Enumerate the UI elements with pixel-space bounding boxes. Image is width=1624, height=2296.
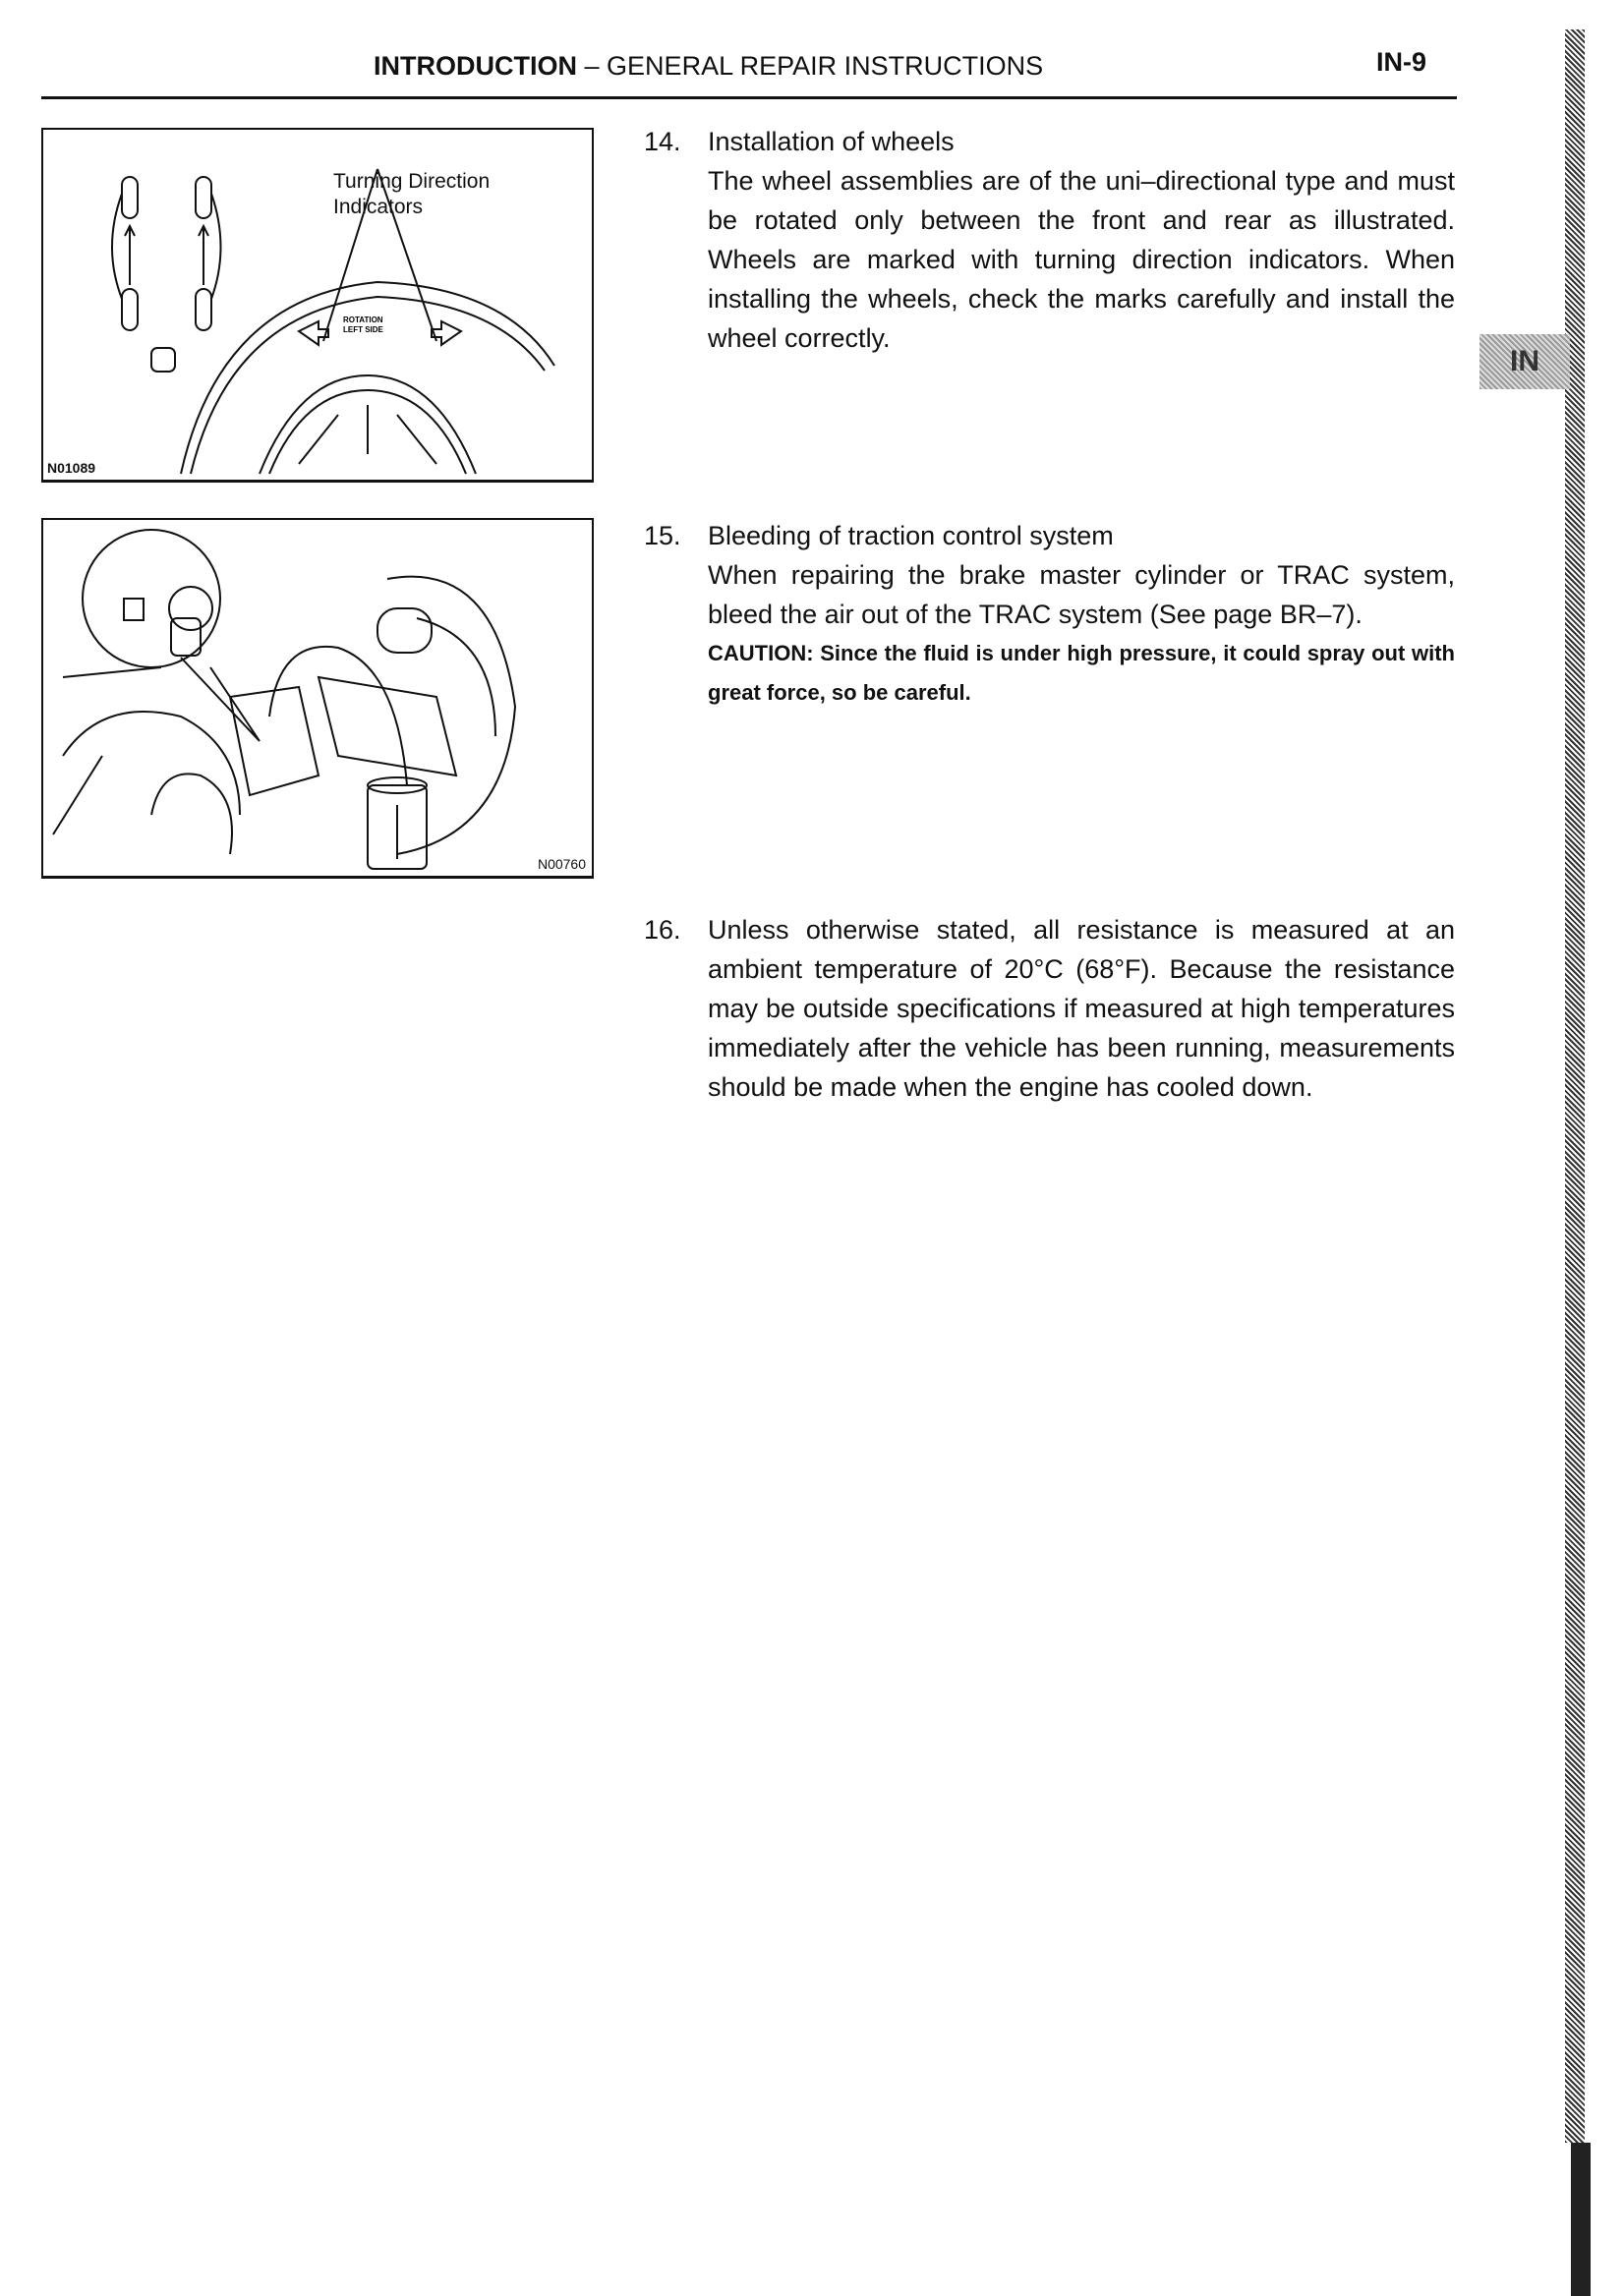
edge-block bbox=[1571, 2143, 1591, 2296]
header-subsection: GENERAL REPAIR INSTRUCTIONS bbox=[607, 51, 1044, 81]
callout-line2: Indicators bbox=[333, 196, 424, 218]
instruction-item-14 bbox=[644, 122, 1455, 358]
figure-id: N00760 bbox=[537, 856, 586, 872]
item-body: Unless otherwise stated, all resistance is measured at an ambient temperature of 20°C (68°F). Because the resistance may be outside specifications if measured at high temperatures immediately after the vehicle has been running, measurements should be made when the engine has cooled down. bbox=[708, 915, 1455, 1102]
tire-mark-line1: ROTATION bbox=[343, 316, 383, 324]
item-body: When repairing the brake master cylinder or TRAC system, bleed the air out of the TRAC system (See page BR–7). bbox=[708, 560, 1455, 629]
header-rule bbox=[41, 96, 1457, 99]
item-body: The wheel assemblies are of the uni–directional type and must be rotated only between the front and rear as illustrated. Wheels are marked with turning direction indicators. When installing the wheels, check the marks carefully and install the wheel correctly. bbox=[708, 166, 1455, 353]
item-number: 16. bbox=[644, 915, 681, 945]
instruction-item-15 bbox=[644, 516, 1455, 713]
item-number: 14. bbox=[644, 127, 681, 156]
tire-mark-line2: LEFT SIDE bbox=[343, 325, 383, 334]
figure-callout bbox=[333, 169, 490, 220]
trac-bleeding-illustration bbox=[43, 520, 592, 876]
page-number: IN-9 bbox=[1376, 47, 1427, 77]
figure-id: N01089 bbox=[47, 460, 96, 476]
callout-line1: Turning Direction bbox=[333, 170, 491, 193]
caution-note: CAUTION: Since the fluid is under high pressure, it could spray out with great force, so be careful. bbox=[708, 641, 1455, 705]
item-title: Bleeding of traction control system bbox=[708, 521, 1114, 550]
item-number: 15. bbox=[644, 521, 681, 550]
instruction-item-16 bbox=[644, 910, 1455, 1107]
page-header bbox=[374, 51, 1043, 82]
wheel-rotation-illustration bbox=[43, 130, 592, 480]
section-tab: IN bbox=[1479, 334, 1570, 389]
figure-wheel-rotation bbox=[41, 128, 594, 483]
item-title: Installation of wheels bbox=[708, 127, 955, 156]
header-section: INTRODUCTION bbox=[374, 51, 577, 81]
figure-trac-bleeding bbox=[41, 518, 594, 879]
header-separator: – bbox=[584, 51, 600, 81]
